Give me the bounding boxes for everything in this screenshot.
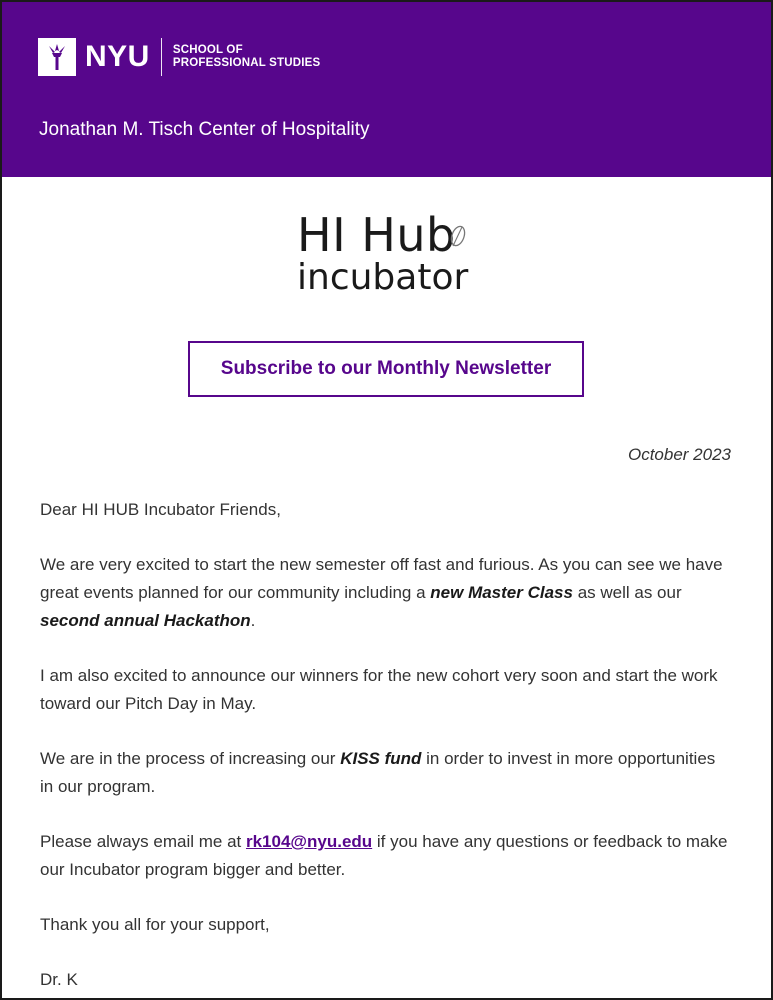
p4-text-b: if you have any questions or feedback to make our Incubator program bigger and better. — [40, 832, 728, 879]
paragraph-1 — [40, 551, 730, 635]
nyu-wordmark: NYU — [85, 40, 150, 73]
p3-text-a: We are in the process of increasing our — [40, 749, 341, 768]
paragraph-2: I am also excited to announce our winners for the new cohort very soon and start the work toward our Pitch Day in May. — [40, 666, 718, 713]
signature: Dr. K — [40, 970, 78, 989]
school-name — [173, 44, 321, 70]
p3-text-b: in order to invest in more opportunities in our program. — [40, 749, 716, 796]
letter-body — [40, 496, 730, 1000]
subscribe-newsletter-button[interactable]: Subscribe to our Monthly Newsletter — [188, 341, 584, 397]
center-name: Jonathan M. Tisch Center of Hospitality — [39, 119, 370, 140]
p4-text-a: Please always email me at — [40, 832, 246, 851]
logo-divider — [161, 38, 162, 76]
school-line-2: PROFESSIONAL STUDIES — [172, 57, 321, 69]
leaf-icon — [449, 224, 467, 255]
p1-text-b: as well as our — [572, 583, 682, 602]
p1-text-a: We are very excited to start the new semester off fast and furious. As you can see we have great events planned for our community including a — [40, 555, 723, 602]
hub-logo-line1: HI Hub — [297, 208, 456, 262]
school-line-1: SCHOOL OF — [172, 44, 243, 56]
master-class-emphasis: new Master Class — [430, 583, 573, 602]
p1-text-c: . — [250, 611, 256, 630]
nyu-sps-logo — [38, 38, 320, 76]
torch-icon — [38, 38, 76, 76]
hi-hub-incubator-logo — [297, 210, 497, 300]
thanks-line: Thank you all for your support, — [40, 915, 270, 934]
header-banner — [2, 2, 771, 177]
paragraph-4 — [40, 828, 730, 884]
email-link[interactable]: rk104@nyu.edu — [245, 832, 373, 851]
paragraph-3 — [40, 745, 730, 801]
hackathon-emphasis: second annual Hackathon — [40, 611, 251, 630]
kiss-fund-emphasis: KISS fund — [340, 749, 422, 768]
letter-date: October 2023 — [627, 445, 731, 464]
greeting: Dear HI HUB Incubator Friends, — [40, 500, 281, 519]
hub-logo-line2: incubator — [297, 257, 469, 298]
